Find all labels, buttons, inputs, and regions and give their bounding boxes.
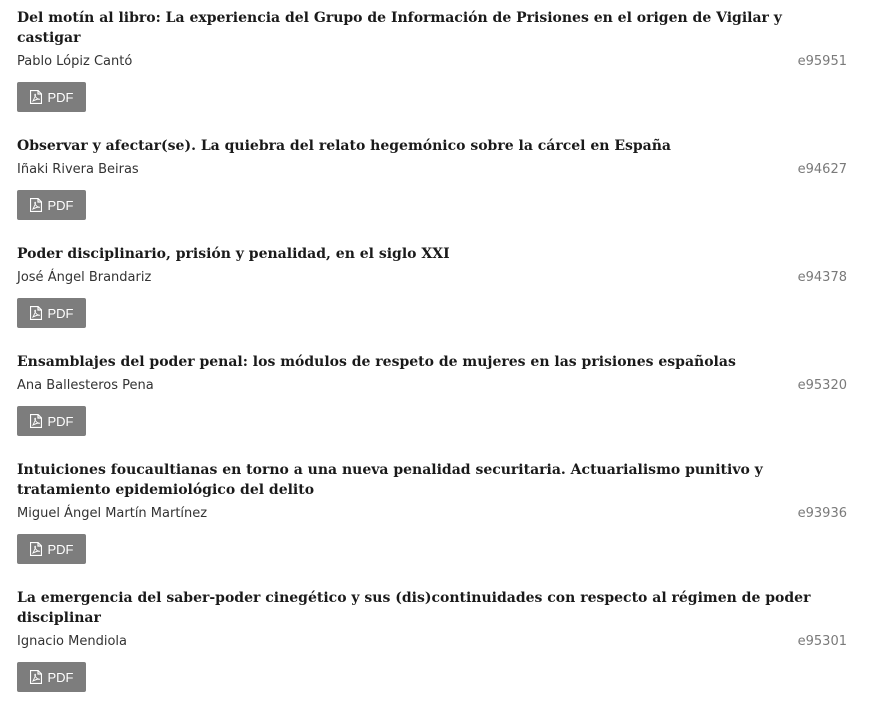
article-meta xyxy=(17,51,847,73)
article-author: Ignacio Mendiola xyxy=(17,634,127,649)
article-item xyxy=(17,136,847,220)
article-meta xyxy=(17,375,847,397)
pdf-button-label: PDF xyxy=(47,541,74,557)
article-meta xyxy=(17,503,847,525)
article-pages: e94627 xyxy=(797,162,847,177)
article-author: Iñaki Rivera Beiras xyxy=(17,162,139,177)
article-pages: e93936 xyxy=(797,506,847,521)
pdf-button-label: PDF xyxy=(47,89,74,105)
pdf-button[interactable] xyxy=(17,534,86,564)
pdf-button-label: PDF xyxy=(47,305,74,321)
article-title-link[interactable]: Del motín al libro: La experiencia del Grupo de Información de Prisiones en el origen de Vigilar y castigar xyxy=(17,10,782,46)
article-author: Miguel Ángel Martín Martínez xyxy=(17,506,208,521)
article-pages: e94378 xyxy=(797,270,847,285)
article-item xyxy=(17,352,847,436)
article-item xyxy=(17,588,847,692)
article-pages: e95320 xyxy=(797,378,847,393)
pdf-button[interactable] xyxy=(17,662,86,692)
article-title-link[interactable]: Intuiciones foucaultianas en torno a una nueva penalidad securitaria. Actuarialismo punitivo y tratamiento epidemiológico del delito xyxy=(17,462,763,498)
pdf-button[interactable] xyxy=(17,190,86,220)
file-pdf-icon xyxy=(30,542,42,556)
pdf-button[interactable] xyxy=(17,406,86,436)
article-list xyxy=(17,8,847,716)
pdf-button-label: PDF xyxy=(47,413,74,429)
article-author: José Ángel Brandariz xyxy=(17,270,152,285)
file-pdf-icon xyxy=(30,670,42,684)
pdf-button[interactable] xyxy=(17,82,86,112)
pdf-button[interactable] xyxy=(17,298,86,328)
article-item xyxy=(17,8,847,112)
article-title-link[interactable]: Observar y afectar(se). La quiebra del relato hegemónico sobre la cárcel en España xyxy=(17,138,671,154)
article-title-link[interactable]: Ensamblajes del poder penal: los módulos de respeto de mujeres en las prisiones españolas xyxy=(17,354,736,370)
article-title-link[interactable]: Poder disciplinario, prisión y penalidad, en el siglo XXI xyxy=(17,246,450,262)
article-meta xyxy=(17,267,847,289)
article-meta xyxy=(17,631,847,653)
file-pdf-icon xyxy=(30,306,42,320)
file-pdf-icon xyxy=(30,198,42,212)
article-author: Pablo Lópiz Cantó xyxy=(17,54,133,69)
article-author: Ana Ballesteros Pena xyxy=(17,378,154,393)
file-pdf-icon xyxy=(30,414,42,428)
file-pdf-icon xyxy=(30,90,42,104)
article-pages: e95301 xyxy=(797,634,847,649)
article-item xyxy=(17,460,847,564)
article-title-link[interactable]: La emergencia del saber-poder cinegético y sus (dis)continuidades con respecto al régimen de poder disciplinar xyxy=(17,590,811,626)
article-item xyxy=(17,244,847,328)
pdf-button-label: PDF xyxy=(47,669,74,685)
pdf-button-label: PDF xyxy=(47,197,74,213)
article-meta xyxy=(17,159,847,181)
article-pages: e95951 xyxy=(797,54,847,69)
